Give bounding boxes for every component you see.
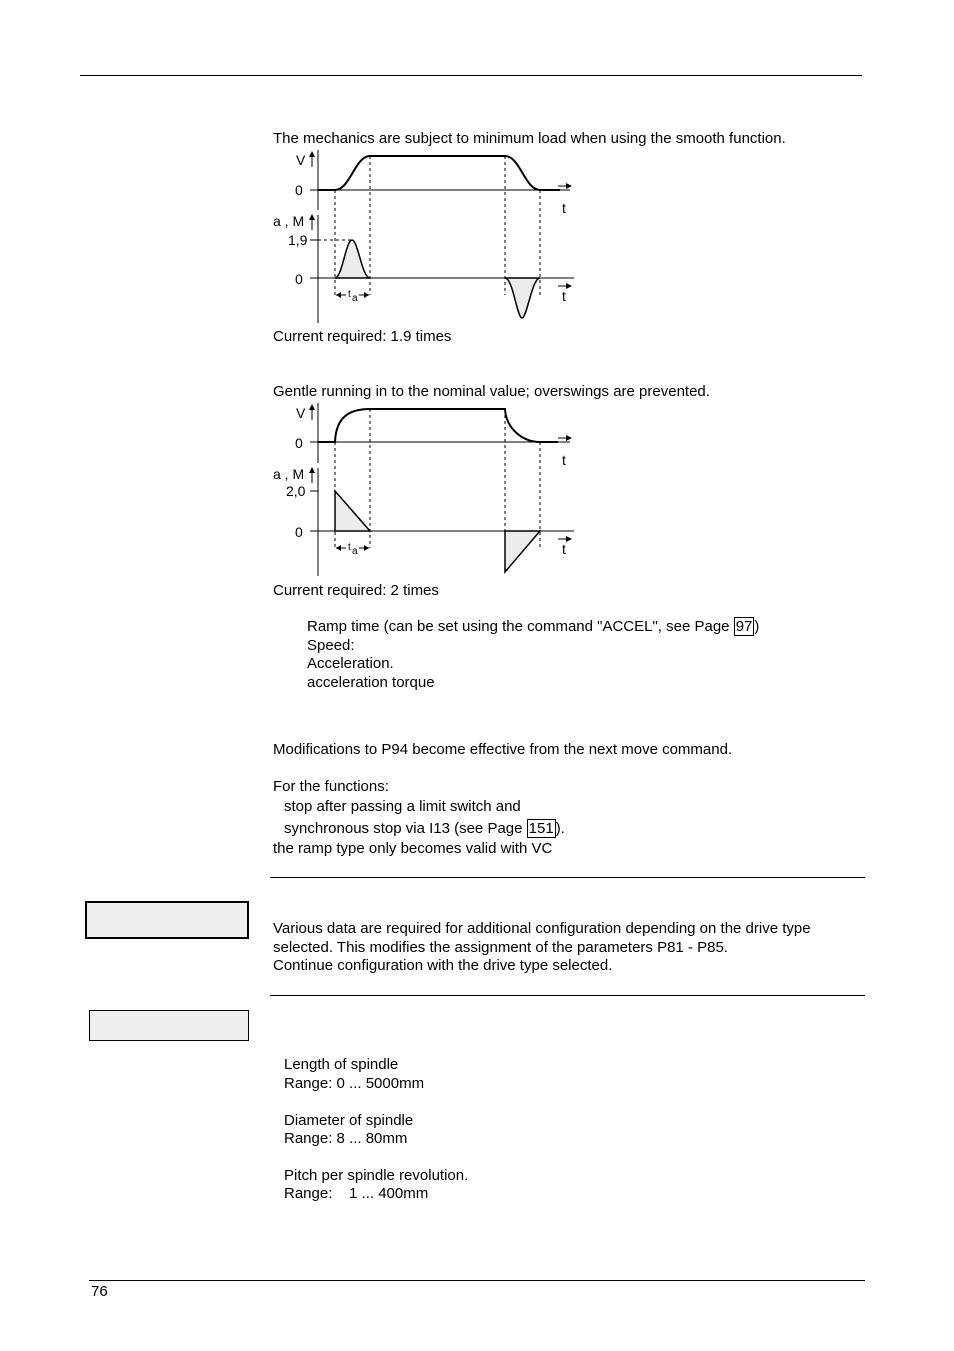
v-axis-label: V <box>296 152 306 168</box>
gentle-current: Current required: 2 times <box>273 582 439 599</box>
spindle-pitch: Pitch per spindle revolution. <box>284 1167 469 1184</box>
ramp-time-text: Ramp time (can be set using the command "ACCEL", see Page <box>307 618 734 635</box>
section-rule-2 <box>270 995 865 996</box>
ta-sub-label: a <box>352 546 358 557</box>
ta-label: t <box>348 289 351 300</box>
note-functions-intro: For the functions: <box>273 778 389 795</box>
legend-torque: acceleration torque <box>307 674 435 691</box>
ramp-time-end: ) <box>754 618 760 635</box>
page-ref-97[interactable]: 97 <box>735 618 753 635</box>
am-zero-label: 0 <box>295 524 303 540</box>
page-ref-151[interactable]: 151 <box>528 820 554 837</box>
spindle-diameter: Diameter of spindle <box>284 1112 414 1129</box>
v-axis-label: V <box>296 405 306 421</box>
ta-label: t <box>348 542 351 553</box>
section-rule-1 <box>270 877 865 878</box>
smooth-ramp-diagram <box>260 145 590 325</box>
am-axis-label: a , M <box>273 466 305 482</box>
am-t-label: t <box>562 541 566 557</box>
gentle-intro: Gentle running in to the nominal value; overswings are prevented. <box>273 383 710 400</box>
legend-ramp-time <box>307 618 759 636</box>
am-peak-label: 2,0 <box>286 483 306 499</box>
gentle-ramp-diagram <box>260 398 590 578</box>
am-zero-label: 0 <box>295 271 303 287</box>
am-t-label: t <box>562 288 566 304</box>
spindle-label-box <box>89 1010 249 1041</box>
header-rule <box>80 75 862 76</box>
note-item-sync-stop <box>284 820 565 838</box>
footer-rule <box>89 1280 865 1281</box>
smooth-current: Current required: 1.9 times <box>273 328 452 345</box>
sync-stop-end: ). <box>555 820 565 837</box>
drive-type-line3: Continue configuration with the drive type selected. <box>273 957 613 974</box>
smooth-intro: The mechanics are subject to minimum load when using the smooth function. <box>273 130 786 147</box>
am-axis-label: a , M <box>273 213 305 229</box>
v-t-label: t <box>562 452 566 468</box>
v-zero-label: 0 <box>295 182 303 198</box>
legend-speed: Speed: <box>307 637 355 654</box>
spindle-pitch-range: Range: 1 ... 400mm <box>284 1185 429 1202</box>
sync-stop-text: synchronous stop via I13 (see Page <box>284 820 527 837</box>
legend-acceleration: Acceleration. <box>307 655 394 672</box>
note-p94: Modifications to P94 become effective from the next move command. <box>273 741 733 758</box>
spindle-length: Length of spindle <box>284 1056 399 1073</box>
ta-sub-label: a <box>352 293 358 304</box>
spindle-length-range: Range: 0 ... 5000mm <box>284 1075 425 1092</box>
note-valid-vc: the ramp type only becomes valid with VC <box>273 840 553 857</box>
am-peak-label: 1,9 <box>288 232 308 248</box>
drive-type-label-box <box>85 901 249 939</box>
v-zero-label: 0 <box>295 435 303 451</box>
drive-type-line1: Various data are required for additional configuration depending on the drive type <box>273 920 811 937</box>
spindle-diameter-range: Range: 8 ... 80mm <box>284 1130 408 1147</box>
note-item-limit-switch: stop after passing a limit switch and <box>284 798 521 815</box>
page-number: 76 <box>91 1283 108 1300</box>
drive-type-line2: selected. This modifies the assignment of the parameters P81 - P85. <box>273 939 728 956</box>
v-t-label: t <box>562 200 566 216</box>
